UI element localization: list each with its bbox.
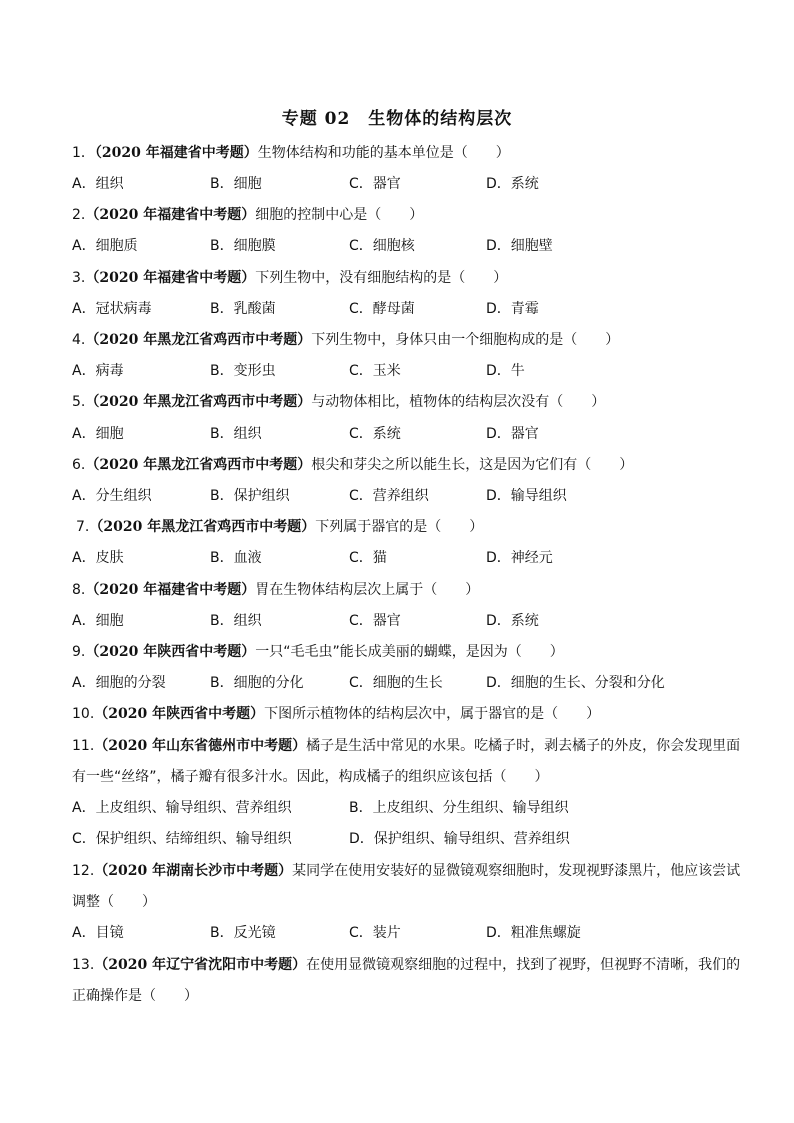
question-number: 8.	[72, 582, 86, 598]
question-number: 9.	[72, 644, 86, 660]
option-a: A．细胞	[72, 613, 124, 629]
option-b: B．组织	[210, 426, 262, 442]
question-11-continuation: 有一些“丝络”，橘子瓣有很多汁水。因此，构成橘子的组织应该包括（ ）	[72, 769, 549, 785]
question-10	[72, 704, 732, 724]
question-source: （2020 年黑龙江省鸡西市中考题）	[85, 457, 312, 473]
option-d: D．器官	[486, 426, 539, 442]
question-text: 下列属于器官的是（ ）	[315, 519, 484, 535]
option-c: C．器官	[349, 613, 401, 629]
option-d: D．细胞的生长、分裂和分化	[486, 675, 665, 691]
question-text: 一只“毛毛虫”能长成美丽的蝴蝶，是因为（ ）	[255, 644, 564, 660]
option-a: A．细胞	[72, 426, 124, 442]
option-a: A．细胞质	[72, 238, 138, 254]
option-b: B．保护组织	[210, 488, 290, 504]
question-text: 胃在生物体结构层次上属于（ ）	[255, 582, 480, 598]
question-text: 根尖和芽尖之所以能生长，这是因为它们有（ ）	[311, 457, 634, 473]
question-7	[76, 517, 736, 537]
option-b: B．乳酸菌	[210, 301, 276, 317]
option-d: D．青霉	[486, 301, 539, 317]
question-text: 在使用显微镜观察细胞的过程中，找到了视野，但视野不清晰，我们的	[306, 957, 741, 973]
option-b: B．细胞	[210, 176, 262, 192]
option-b: B．变形虫	[210, 363, 276, 379]
question-5	[72, 392, 732, 412]
question-number: 7.	[76, 519, 90, 535]
question-source: （2020 年福建省中考题）	[85, 207, 256, 223]
question-source: （2020 年黑龙江省鸡西市中考题）	[85, 332, 312, 348]
question-number: 2.	[72, 207, 86, 223]
option-a: A．上皮组织、输导组织、营养组织	[72, 800, 292, 816]
question-4	[72, 330, 732, 350]
question-text: 橘子是生活中常见的水果。吃橘子时，剥去橘子的外皮，你会发现里面	[306, 738, 741, 754]
question-source: （2020 年黑龙江省鸡西市中考题）	[89, 519, 316, 535]
question-13	[72, 955, 741, 975]
option-b: B．细胞的分化	[210, 675, 304, 691]
option-a: A．皮肤	[72, 550, 124, 566]
question-source: （2020 年山东省德州市中考题）	[94, 738, 307, 754]
option-b: B．反光镜	[210, 925, 276, 941]
question-number: 4.	[72, 332, 86, 348]
question-text: 下列生物中，身体只由一个细胞构成的是（ ）	[311, 332, 620, 348]
option-c: C．猫	[349, 550, 387, 566]
question-source: （2020 年湖南长沙市中考题）	[94, 863, 293, 879]
question-text: 下图所示植物体的结构层次中，属于器官的是（ ）	[264, 706, 601, 722]
question-number: 10.	[72, 706, 95, 722]
option-c: C．营养组织	[349, 488, 429, 504]
question-text: 下列生物中，没有细胞结构的是（ ）	[255, 270, 508, 286]
option-c: C．装片	[349, 925, 401, 941]
question-source: （2020 年福建省中考题）	[85, 270, 256, 286]
question-source: （2020 年福建省中考题）	[85, 582, 256, 598]
question-number: 3.	[72, 270, 86, 286]
question-source: （2020 年辽宁省沈阳市中考题）	[94, 957, 307, 973]
question-text: 与动物体相比，植物体的结构层次没有（ ）	[311, 394, 606, 410]
question-number: 12.	[72, 863, 95, 879]
question-source: （2020 年陕西省中考题）	[85, 644, 256, 660]
question-13-continuation: 正确操作是（ ）	[72, 988, 198, 1004]
question-2	[72, 205, 732, 225]
option-a: A．冠状病毒	[72, 301, 152, 317]
question-1	[72, 143, 732, 163]
question-12	[72, 861, 741, 881]
option-d: D．细胞壁	[486, 238, 553, 254]
option-a: A．组织	[72, 176, 124, 192]
question-text: 生物体结构和功能的基本单位是（ ）	[257, 145, 510, 161]
option-b: B．血液	[210, 550, 262, 566]
option-d: D．保护组织、输导组织、营养组织	[349, 831, 570, 847]
question-number: 1．	[72, 145, 95, 161]
question-8	[72, 580, 732, 600]
question-text: 某同学在使用安装好的显微镜观察细胞时，发现视野漆黑片，他应该尝试	[292, 863, 741, 879]
option-d: D．输导组织	[486, 488, 567, 504]
option-a: A．目镜	[72, 925, 124, 941]
option-c: C．系统	[349, 426, 401, 442]
page-title: 专题 02 生物体的结构层次	[281, 109, 513, 129]
question-3	[72, 268, 732, 288]
question-6	[72, 455, 732, 475]
option-d: D．神经元	[486, 550, 553, 566]
question-number: 5.	[72, 394, 86, 410]
question-number: 13.	[72, 957, 95, 973]
option-c: C．细胞核	[349, 238, 415, 254]
option-a: A．细胞的分裂	[72, 675, 166, 691]
option-d: D．系统	[486, 176, 539, 192]
question-9	[72, 642, 732, 662]
option-a: A．分生组织	[72, 488, 152, 504]
question-source: （2020 年陕西省中考题）	[94, 706, 265, 722]
option-d: D．系统	[486, 613, 539, 629]
question-11	[72, 736, 741, 756]
option-b: B．细胞膜	[210, 238, 276, 254]
question-source: （2020 年黑龙江省鸡西市中考题）	[85, 394, 312, 410]
question-source: （2020 年福建省中考题）	[94, 145, 258, 161]
question-number: 6.	[72, 457, 86, 473]
option-c: C．细胞的生长	[349, 675, 443, 691]
option-b: B．上皮组织、分生组织、输导组织	[349, 800, 569, 816]
option-d: D．粗准焦螺旋	[486, 925, 581, 941]
option-c: C．器官	[349, 176, 401, 192]
option-c: C．保护组织、结缔组织、输导组织	[72, 831, 292, 847]
question-12-continuation: 调整（ ）	[72, 894, 156, 910]
option-d: D．牛	[486, 363, 525, 379]
option-c: C．酵母菌	[349, 301, 415, 317]
question-text: 细胞的控制中心是（ ）	[255, 207, 424, 223]
option-b: B．组织	[210, 613, 262, 629]
question-number: 11.	[72, 738, 95, 754]
option-c: C．玉米	[349, 363, 401, 379]
option-a: A．病毒	[72, 363, 124, 379]
